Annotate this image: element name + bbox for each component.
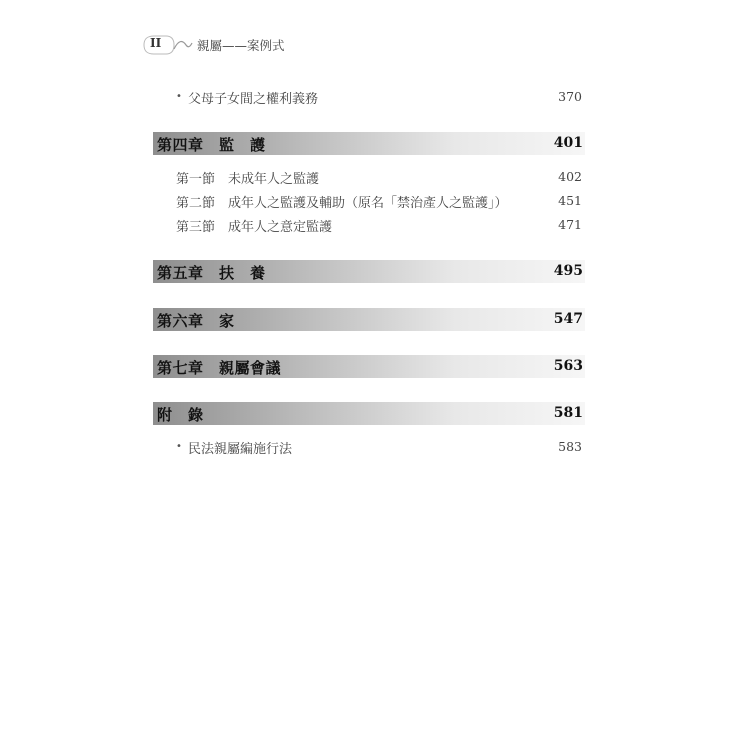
section-page-number: 402 [558, 169, 582, 184]
chapter-page-number: 401 [553, 135, 583, 151]
toc-section-4-2[interactable] [153, 190, 585, 212]
toc-chapter-7[interactable] [153, 355, 585, 378]
section-title: 第一節 未成年人之監護 [176, 172, 320, 187]
section-title: 第三節 成年人之意定監護 [176, 220, 333, 235]
section-page-number: 451 [558, 193, 582, 208]
chapter-title: 第四章 監 護 [157, 136, 266, 154]
section-title: 第二節 成年人之監護及輔助（原名「禁治產人之監護」） [176, 196, 508, 211]
toc-appendix[interactable] [153, 402, 585, 425]
running-header [142, 33, 285, 57]
chapter-page-number: 547 [553, 311, 583, 327]
toc-bullet-entry[interactable] [153, 436, 585, 458]
page-number: II [150, 36, 162, 50]
toc-chapter-6[interactable] [153, 308, 585, 331]
appendix-page-number: 581 [553, 405, 583, 421]
book-title: 親屬——案例式 [197, 38, 285, 53]
chapter-title: 第六章 家 [157, 312, 235, 330]
entry-page-number: 583 [558, 439, 582, 454]
entry-page-number: 370 [558, 89, 582, 104]
entry-label: 父母子女間之權利義務 [188, 92, 319, 107]
toc-chapter-4[interactable] [153, 132, 585, 155]
chapter-title: 第五章 扶 養 [157, 264, 266, 282]
appendix-title: 附 錄 [157, 406, 204, 424]
entry-label: 民法親屬編施行法 [188, 442, 293, 457]
bullet-dot-icon: • [176, 91, 182, 102]
toc-section-4-3[interactable] [153, 214, 585, 236]
chapter-title: 第七章 親屬會議 [157, 359, 282, 377]
chapter-page-number: 495 [553, 263, 583, 279]
section-page-number: 471 [558, 217, 582, 232]
chapter-page-number: 563 [553, 358, 583, 374]
bullet-dot-icon: • [176, 441, 182, 452]
toc-bullet-entry[interactable] [153, 86, 585, 108]
toc-section-4-1[interactable] [153, 166, 585, 188]
toc-chapter-5[interactable] [153, 260, 585, 283]
